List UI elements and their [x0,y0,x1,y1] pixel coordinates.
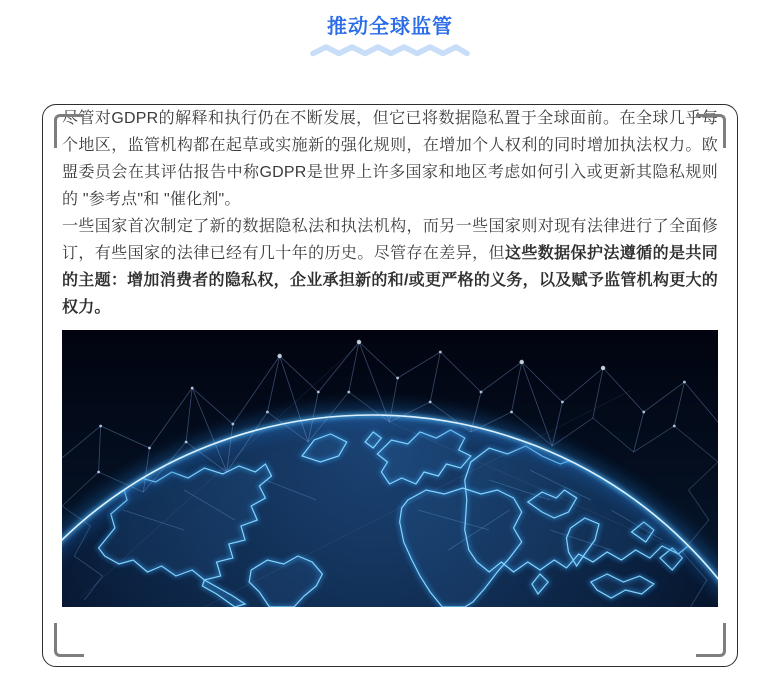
corner-bracket-top-right-icon [696,114,726,148]
paragraph-bold-text: 这些数据保护法遵循的是共同的主题：增加消费者的隐私权，企业承担新的和/或更严格的义务，以及赋予监管机构更大的权力。 [62,245,718,316]
page-header [42,14,738,57]
corner-bracket-top-left-icon [54,114,84,148]
globe-network-image [62,330,718,607]
corner-bracket-bottom-left-icon [54,623,84,657]
paragraph-gdpr-global: 尽管对GDPR的解释和执行仍在不断发展，但它已将数据隐私置于全球面前。在全球几乎每个地区，监管机构都在起草或实施新的强化规则，在增加个人权利的同时增加执法权力。欧盟委员会在其评估报告中称GDPR是世界上许多国家和地区考虑如何引入或更新其隐私规则的 "参考点"和 "催化剂"。 [62,110,718,208]
globe-network-svg [62,330,718,607]
title-underline-wave-icon [310,43,470,57]
page-title: 推动全球监管 [327,16,453,38]
content-card [42,104,738,667]
paragraph-country-laws [62,213,718,321]
corner-bracket-bottom-right-icon [696,623,726,657]
paragraph-regular-text: 一些国家首次制定了新的数据隐私法和执法机构，而另一些国家则对现有法律进行了全面修订，有些国家的法律已经有几十年的历史。尽管存在差异，但 [62,218,718,262]
